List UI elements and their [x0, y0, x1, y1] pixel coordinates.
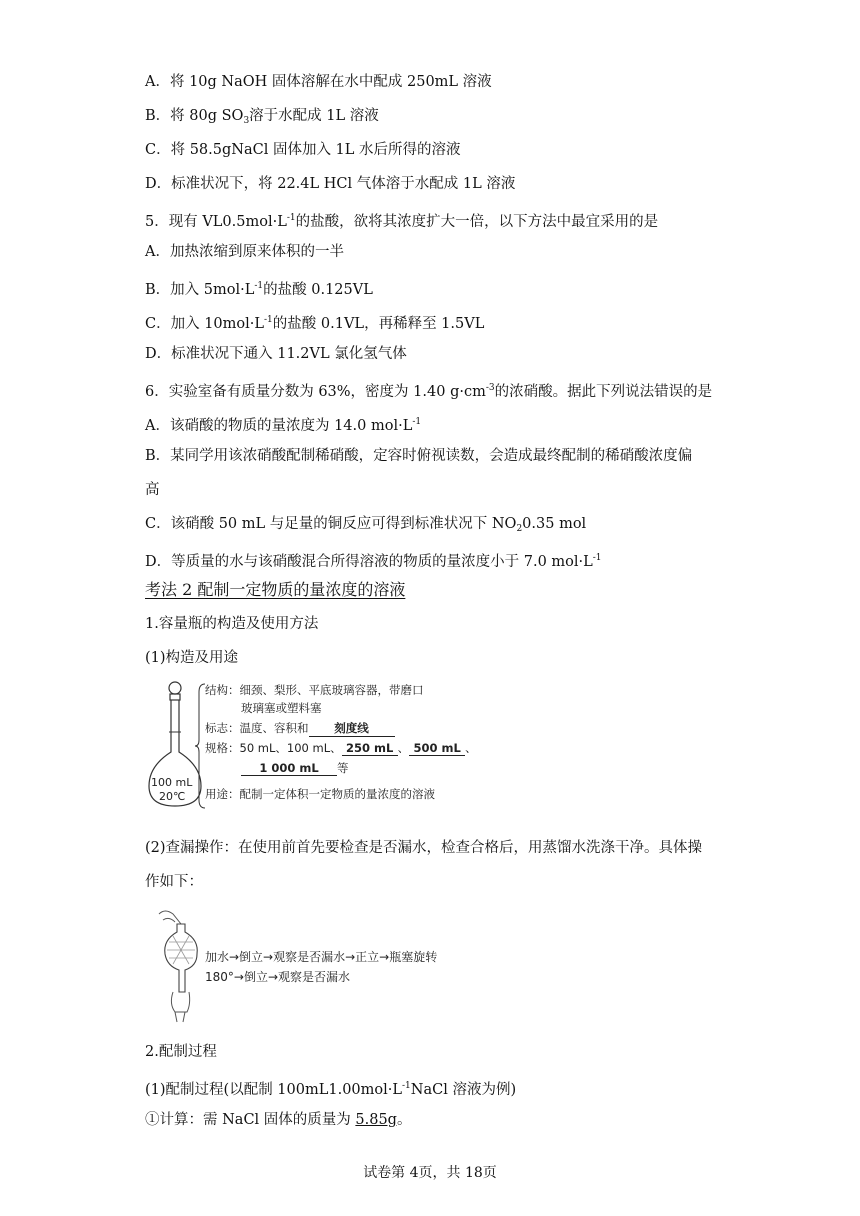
section-p2: (1)构造及用途	[145, 650, 239, 666]
leak-test-line1: (2)查漏操作：在使用前首先要检查是否漏水，检查合格后，用蒸馏水洗涤干净。具体操	[145, 840, 703, 856]
inverted-flask-hand-icon	[151, 908, 211, 1024]
flask-spec-blank2: 500 mL	[409, 741, 465, 756]
q6-option-a-pre: A．该硝酸的物质的量浓度为 14.0 mol·L	[145, 418, 413, 434]
calc-step	[145, 1110, 411, 1130]
q6-option-a-sup: -1	[412, 417, 422, 427]
volumetric-flask-figure	[145, 680, 485, 810]
leak-test-figure	[145, 908, 485, 1028]
q4-option-b-sub: 3	[243, 116, 250, 126]
flask-label-volume: 100 mL	[151, 776, 193, 789]
page-footer: 试卷第 4页，共 18页	[363, 1165, 497, 1181]
flask-spec-pre: 规格：50 mL、100 mL、	[205, 741, 342, 755]
leak-test-line2: 作如下：	[145, 874, 203, 890]
flask-spec-blank1: 250 mL	[342, 741, 398, 756]
flask-mark-pre: 标志：温度、容积和	[205, 721, 309, 735]
flask-spec-line2	[241, 760, 349, 776]
section-p4-pre: (1)配制过程(以配制 100mL1.00mol·L	[145, 1082, 402, 1098]
q5-option-c	[145, 310, 484, 334]
q5-stem-post: 的盐酸，欲将其浓度扩大一倍，以下方法中最宜采用的是	[295, 214, 659, 230]
flask-label-temp: 20℃	[159, 790, 186, 803]
q5-option-c-post: 的盐酸 0.1VL，再稀释至 1.5VL	[272, 316, 485, 332]
section-p4-sup: -1	[402, 1081, 411, 1091]
q5-option-b-sup: -1	[254, 281, 264, 291]
q5-stem-pre: 5．现有 VL0.5mol·L	[145, 214, 287, 230]
q6-option-c-post: 0.35 mol	[522, 516, 587, 532]
flask-spec-blank3: 1 000 mL	[241, 761, 337, 776]
q5-stem-sup: -1	[286, 213, 296, 223]
flask-structure-2: 玻璃塞或塑料塞	[241, 701, 322, 715]
q6-option-c-pre: C．该硝酸 50 mL 与足量的铜反应可得到标准状况下 NO	[145, 516, 517, 532]
q4-option-a: A．将 10g NaOH 固体溶解在水中配成 250mL 溶液	[145, 74, 492, 90]
section-p1: 1.容量瓶的构造及使用方法	[145, 616, 319, 632]
q4-option-c: C．将 58.5gNaCl 固体加入 1L 水后所得的溶液	[145, 142, 461, 158]
flask-spec-post: 等	[337, 761, 349, 775]
calc-step-post: 。	[396, 1112, 412, 1128]
flask-use: 用途：配制一定体积一定物质的量浓度的溶液	[205, 787, 435, 801]
flask-spec-sep2: 、	[465, 741, 477, 755]
calc-step-answer: 5.85g	[355, 1112, 397, 1128]
q5-option-b-post: 的盐酸 0.125VL	[263, 282, 373, 298]
q5-option-b	[145, 276, 373, 300]
q4-option-b	[145, 106, 379, 131]
q6-stem	[145, 378, 712, 402]
section-p3: 2.配制过程	[145, 1044, 217, 1060]
flask-structure: 结构：细颈、梨形、平底玻璃容器，带磨口	[205, 683, 424, 697]
section-heading: 考法 2 配制一定物质的量浓度的溶液	[145, 580, 406, 599]
q6-stem-post: 的浓硝酸。据此下列说法错误的是	[494, 384, 713, 400]
leak-test-steps-2: 180°→倒立→观察是否漏水	[205, 970, 351, 984]
q6-option-c	[145, 514, 586, 539]
q4-option-b-post: 溶于水配成 1L 溶液	[249, 108, 379, 124]
flask-spec	[205, 740, 477, 756]
leak-test-steps-1: 加水→倒立→观察是否漏水→正立→瓶塞旋转	[205, 950, 438, 964]
q4-option-d: D．标准状况下，将 22.4L HCl 气体溶于水配成 1L 溶液	[145, 176, 516, 192]
q6-stem-sup: -3	[485, 383, 495, 393]
q6-option-c-sub: 2	[516, 524, 523, 534]
q6-option-b-line1: B．某同学用该浓硝酸配制稀硝酸，定容时俯视读数，会造成最终配制的稀硝酸浓度偏	[145, 448, 693, 464]
q6-option-b-line2: 高	[145, 482, 160, 498]
q4-option-b-pre: B．将 80g SO	[145, 108, 244, 124]
q5-option-d: D．标准状况下通入 11.2VL 氯化氢气体	[145, 346, 407, 362]
q5-option-a: A．加热浓缩到原来体积的一半	[145, 244, 344, 260]
q6-stem-pre: 6．实验室备有质量分数为 63%，密度为 1.40 g·cm	[145, 384, 486, 400]
flask-spec-sep: 、	[397, 741, 410, 755]
flask-mark	[205, 720, 395, 737]
q5-option-c-sup: -1	[264, 315, 273, 325]
section-p4	[145, 1076, 516, 1100]
q6-option-d	[145, 548, 602, 572]
q5-option-b-pre: B．加入 5mol·L	[145, 282, 255, 298]
q6-option-a	[145, 412, 421, 436]
section-p4-post: NaCl 溶液为例)	[410, 1082, 517, 1098]
q5-stem	[145, 208, 658, 232]
flask-mark-blank: 刻度线	[309, 720, 395, 737]
q6-option-d-pre: D．等质量的水与该硝酸混合所得溶液的物质的量浓度小于 7.0 mol·L	[145, 554, 593, 570]
calc-step-pre: ①计算：需 NaCl 固体的质量为	[145, 1112, 356, 1128]
q6-option-d-sup: -1	[592, 553, 602, 563]
q5-option-c-pre: C．加入 10mol·L	[145, 316, 265, 332]
